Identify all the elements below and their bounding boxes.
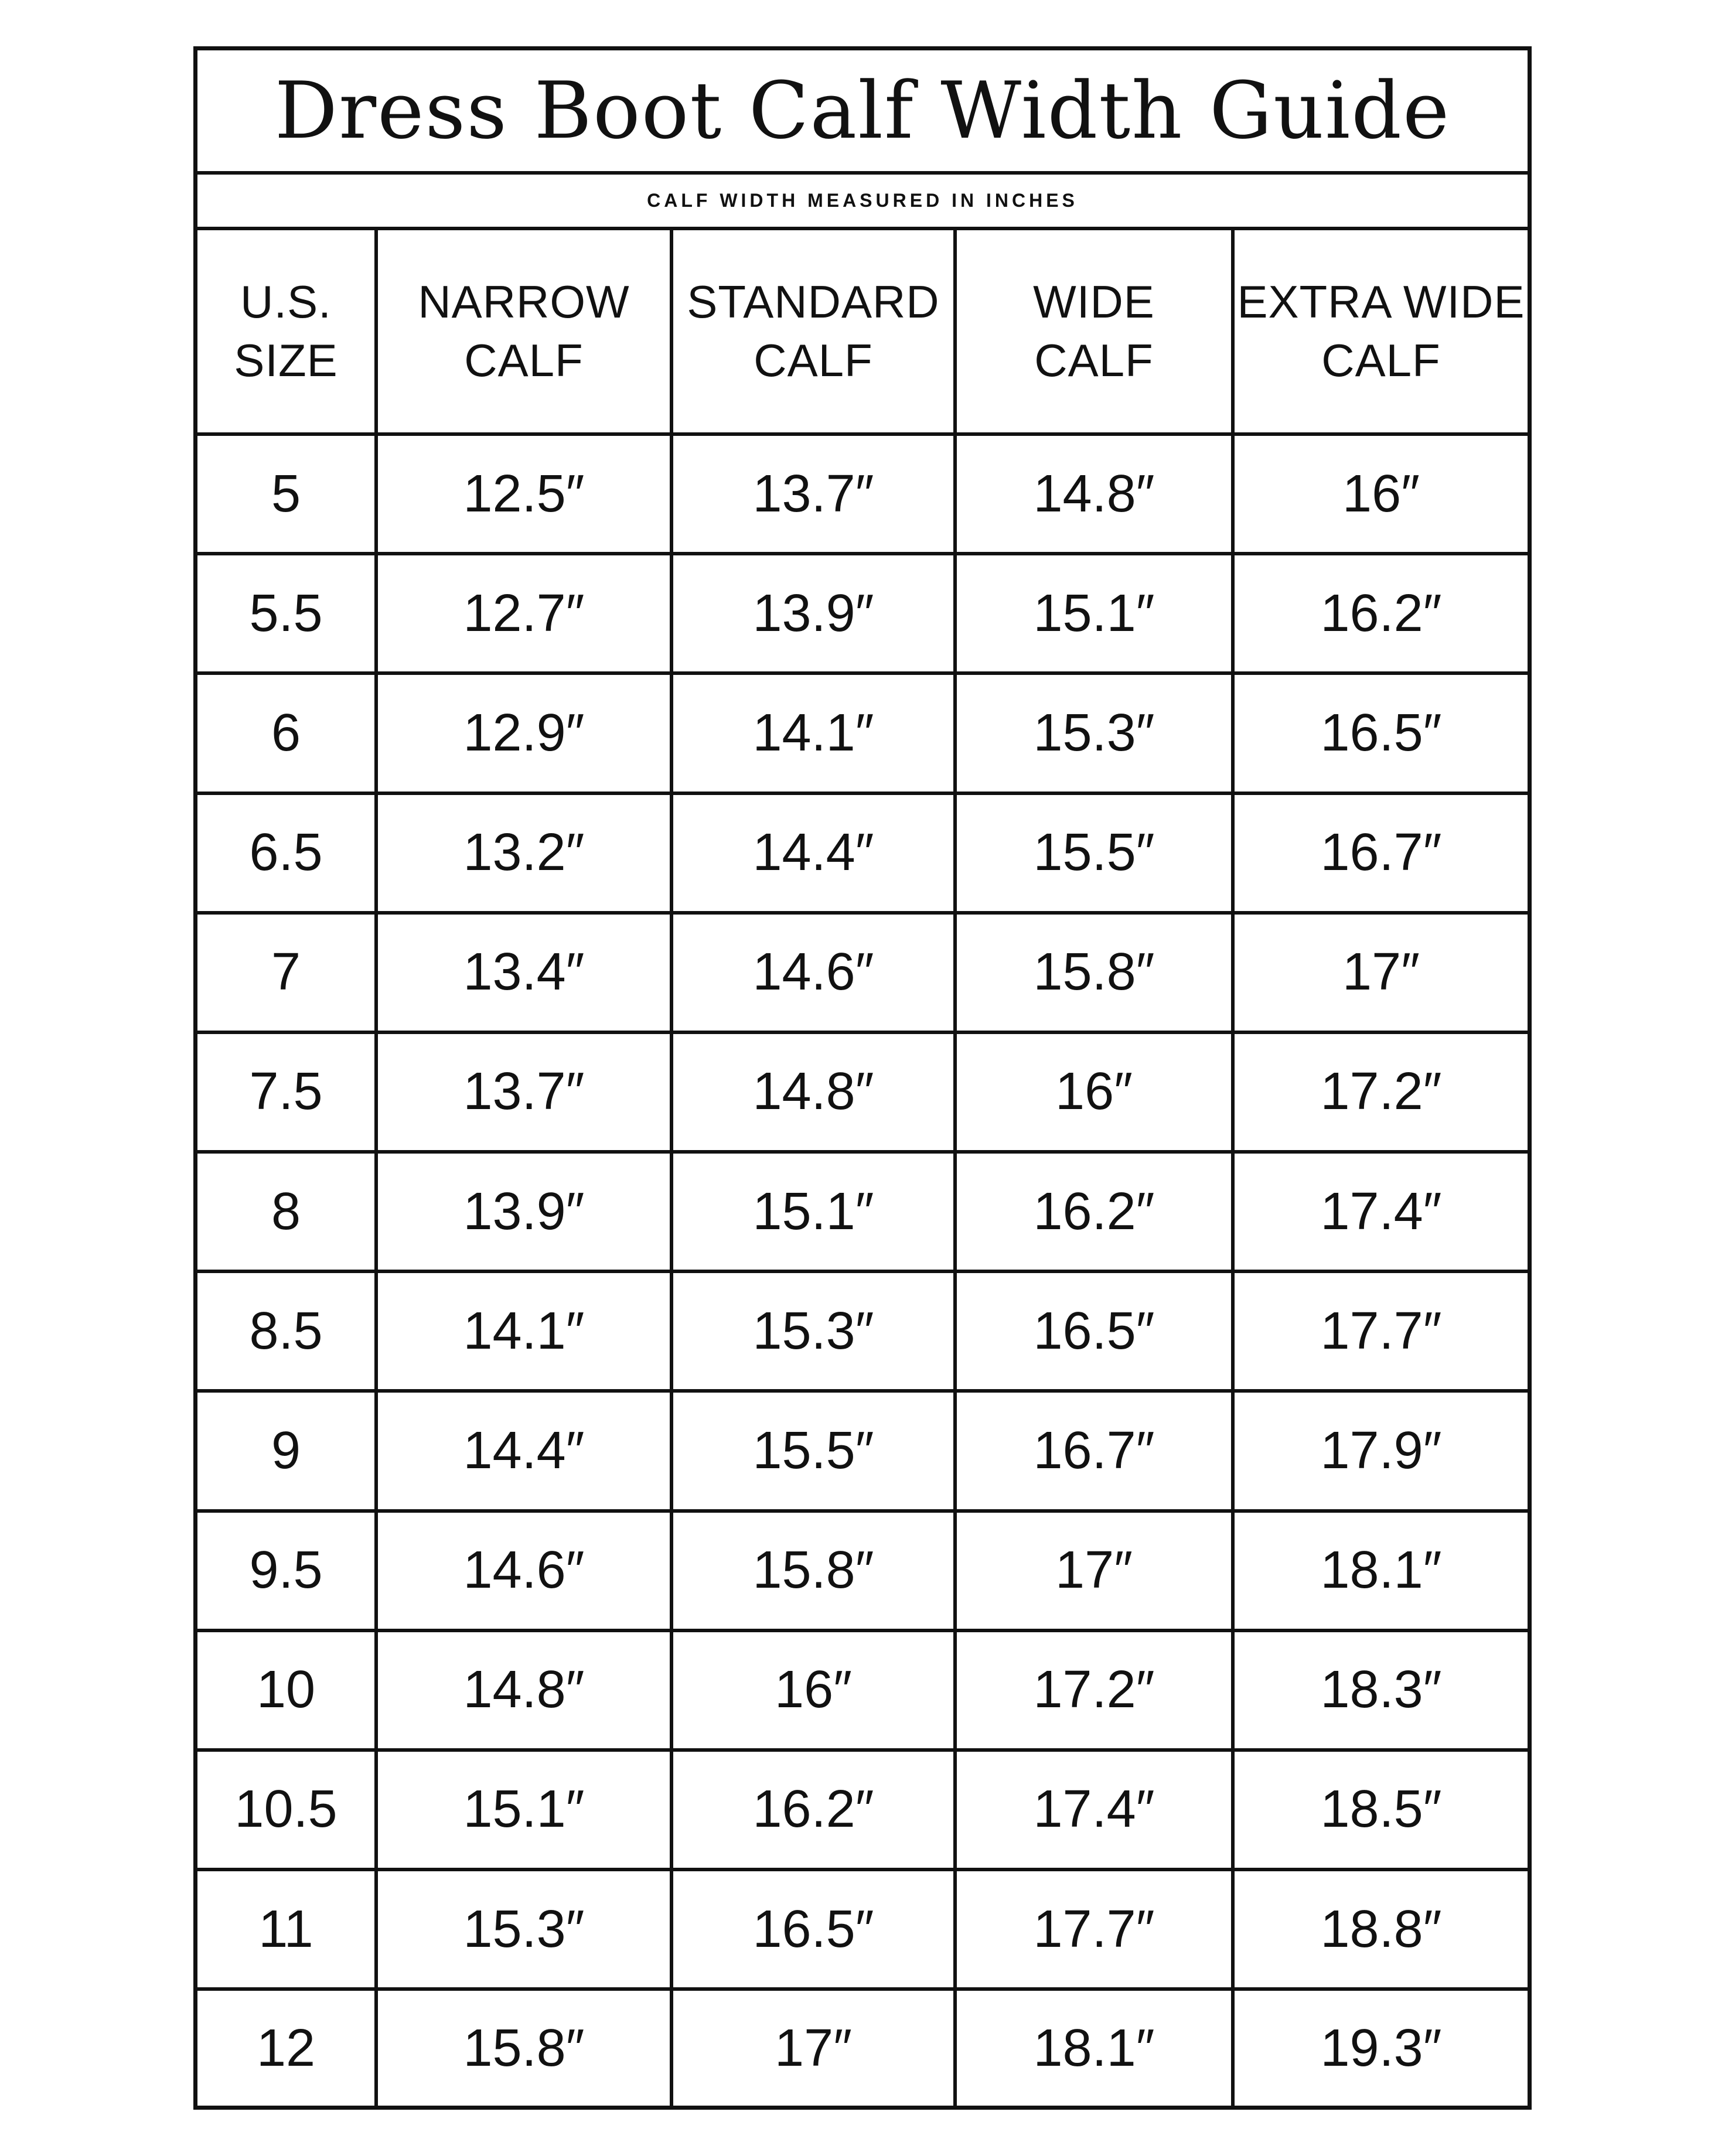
cell-wide-calf: 17″: [955, 1511, 1233, 1630]
cell-extra-wide-calf: 17.9″: [1233, 1391, 1528, 1510]
cell-wide-calf: 15.3″: [955, 673, 1233, 793]
cell-narrow-calf: 13.4″: [376, 913, 671, 1032]
cell-narrow-calf: 13.2″: [376, 793, 671, 913]
cell-wide-calf: 18.1″: [955, 1989, 1233, 2106]
cell-wide-calf: 15.1″: [955, 554, 1233, 673]
cell-standard-calf: 13.9″: [671, 554, 955, 673]
cell-standard-calf: 15.3″: [671, 1271, 955, 1391]
column-header-line: CALF: [754, 334, 873, 386]
cell-extra-wide-calf: 16″: [1233, 434, 1528, 554]
cell-wide-calf: 15.5″: [955, 793, 1233, 913]
column-header-line: CALF: [464, 334, 584, 386]
table-row: [197, 913, 1528, 1032]
table-body: [197, 434, 1528, 2106]
table-row: [197, 1630, 1528, 1750]
cell-standard-calf: 16.2″: [671, 1750, 955, 1870]
size-table: [197, 230, 1528, 2106]
cell-narrow-calf: 14.6″: [376, 1511, 671, 1630]
cell-us-size: 6: [197, 673, 376, 793]
column-header-wide-calf: [955, 230, 1233, 434]
column-header-line: WIDE: [1033, 275, 1155, 328]
calf-width-guide: [193, 46, 1532, 2110]
cell-wide-calf: 17.4″: [955, 1750, 1233, 1870]
cell-extra-wide-calf: 17″: [1233, 913, 1528, 1032]
cell-wide-calf: 16″: [955, 1032, 1233, 1152]
cell-us-size: 5.5: [197, 554, 376, 673]
cell-extra-wide-calf: 18.5″: [1233, 1750, 1528, 1870]
cell-narrow-calf: 12.7″: [376, 554, 671, 673]
table-row: [197, 1750, 1528, 1870]
cell-standard-calf: 16″: [671, 1630, 955, 1750]
cell-wide-calf: 17.2″: [955, 1630, 1233, 1750]
table-row: [197, 793, 1528, 913]
cell-narrow-calf: 13.9″: [376, 1152, 671, 1271]
table-row: [197, 1989, 1528, 2106]
table-row: [197, 1391, 1528, 1510]
cell-standard-calf: 14.4″: [671, 793, 955, 913]
page-subtitle: CALF WIDTH MEASURED IN INCHES: [647, 190, 1078, 211]
cell-standard-calf: 14.8″: [671, 1032, 955, 1152]
table-header: [197, 230, 1528, 434]
table-row: [197, 434, 1528, 554]
cell-wide-calf: 15.8″: [955, 913, 1233, 1032]
cell-narrow-calf: 14.8″: [376, 1630, 671, 1750]
cell-wide-calf: 17.7″: [955, 1870, 1233, 1989]
cell-extra-wide-calf: 18.1″: [1233, 1511, 1528, 1630]
header-row: [197, 230, 1528, 434]
cell-wide-calf: 14.8″: [955, 434, 1233, 554]
table-row: [197, 1511, 1528, 1630]
column-header-line: STANDARD: [687, 275, 940, 328]
title-band: [197, 50, 1528, 175]
cell-narrow-calf: 14.4″: [376, 1391, 671, 1510]
cell-standard-calf: 15.1″: [671, 1152, 955, 1271]
cell-narrow-calf: 13.7″: [376, 1032, 671, 1152]
cell-us-size: 8.5: [197, 1271, 376, 1391]
table-row: [197, 1271, 1528, 1391]
cell-extra-wide-calf: 17.2″: [1233, 1032, 1528, 1152]
cell-wide-calf: 16.7″: [955, 1391, 1233, 1510]
column-header-extra-wide-calf: [1233, 230, 1528, 434]
cell-us-size: 10: [197, 1630, 376, 1750]
column-header-narrow-calf: [376, 230, 671, 434]
column-header-line: CALF: [1034, 334, 1154, 386]
cell-extra-wide-calf: 17.7″: [1233, 1271, 1528, 1391]
cell-extra-wide-calf: 18.3″: [1233, 1630, 1528, 1750]
cell-standard-calf: 13.7″: [671, 434, 955, 554]
cell-us-size: 6.5: [197, 793, 376, 913]
column-header-line: EXTRA WIDE: [1237, 275, 1525, 328]
cell-standard-calf: 17″: [671, 1989, 955, 2106]
cell-extra-wide-calf: 16.2″: [1233, 554, 1528, 673]
cell-narrow-calf: 15.3″: [376, 1870, 671, 1989]
subtitle-band: [197, 175, 1528, 230]
column-header-standard-calf: [671, 230, 955, 434]
cell-narrow-calf: 15.1″: [376, 1750, 671, 1870]
cell-extra-wide-calf: 19.3″: [1233, 1989, 1528, 2106]
cell-us-size: 11: [197, 1870, 376, 1989]
cell-standard-calf: 15.5″: [671, 1391, 955, 1510]
cell-standard-calf: 14.1″: [671, 673, 955, 793]
table-row: [197, 554, 1528, 673]
table-row: [197, 1152, 1528, 1271]
cell-us-size: 9: [197, 1391, 376, 1510]
cell-us-size: 8: [197, 1152, 376, 1271]
cell-extra-wide-calf: 16.5″: [1233, 673, 1528, 793]
cell-us-size: 7.5: [197, 1032, 376, 1152]
cell-wide-calf: 16.2″: [955, 1152, 1233, 1271]
cell-standard-calf: 14.6″: [671, 913, 955, 1032]
page-title: Dress Boot Calf Width Guide: [274, 65, 1451, 156]
cell-standard-calf: 15.8″: [671, 1511, 955, 1630]
cell-extra-wide-calf: 18.8″: [1233, 1870, 1528, 1989]
column-header-line: SIZE: [234, 334, 338, 386]
cell-narrow-calf: 12.5″: [376, 434, 671, 554]
table-row: [197, 1870, 1528, 1989]
cell-us-size: 12: [197, 1989, 376, 2106]
cell-extra-wide-calf: 16.7″: [1233, 793, 1528, 913]
cell-us-size: 7: [197, 913, 376, 1032]
cell-us-size: 9.5: [197, 1511, 376, 1630]
cell-wide-calf: 16.5″: [955, 1271, 1233, 1391]
cell-us-size: 5: [197, 434, 376, 554]
cell-standard-calf: 16.5″: [671, 1870, 955, 1989]
cell-us-size: 10.5: [197, 1750, 376, 1870]
cell-extra-wide-calf: 17.4″: [1233, 1152, 1528, 1271]
column-header-line: U.S.: [240, 275, 332, 328]
column-header-line: NARROW: [418, 275, 630, 328]
cell-narrow-calf: 15.8″: [376, 1989, 671, 2106]
table-row: [197, 673, 1528, 793]
column-header-line: CALF: [1321, 334, 1441, 386]
column-header-us-size: [197, 230, 376, 434]
cell-narrow-calf: 14.1″: [376, 1271, 671, 1391]
table-row: [197, 1032, 1528, 1152]
cell-narrow-calf: 12.9″: [376, 673, 671, 793]
